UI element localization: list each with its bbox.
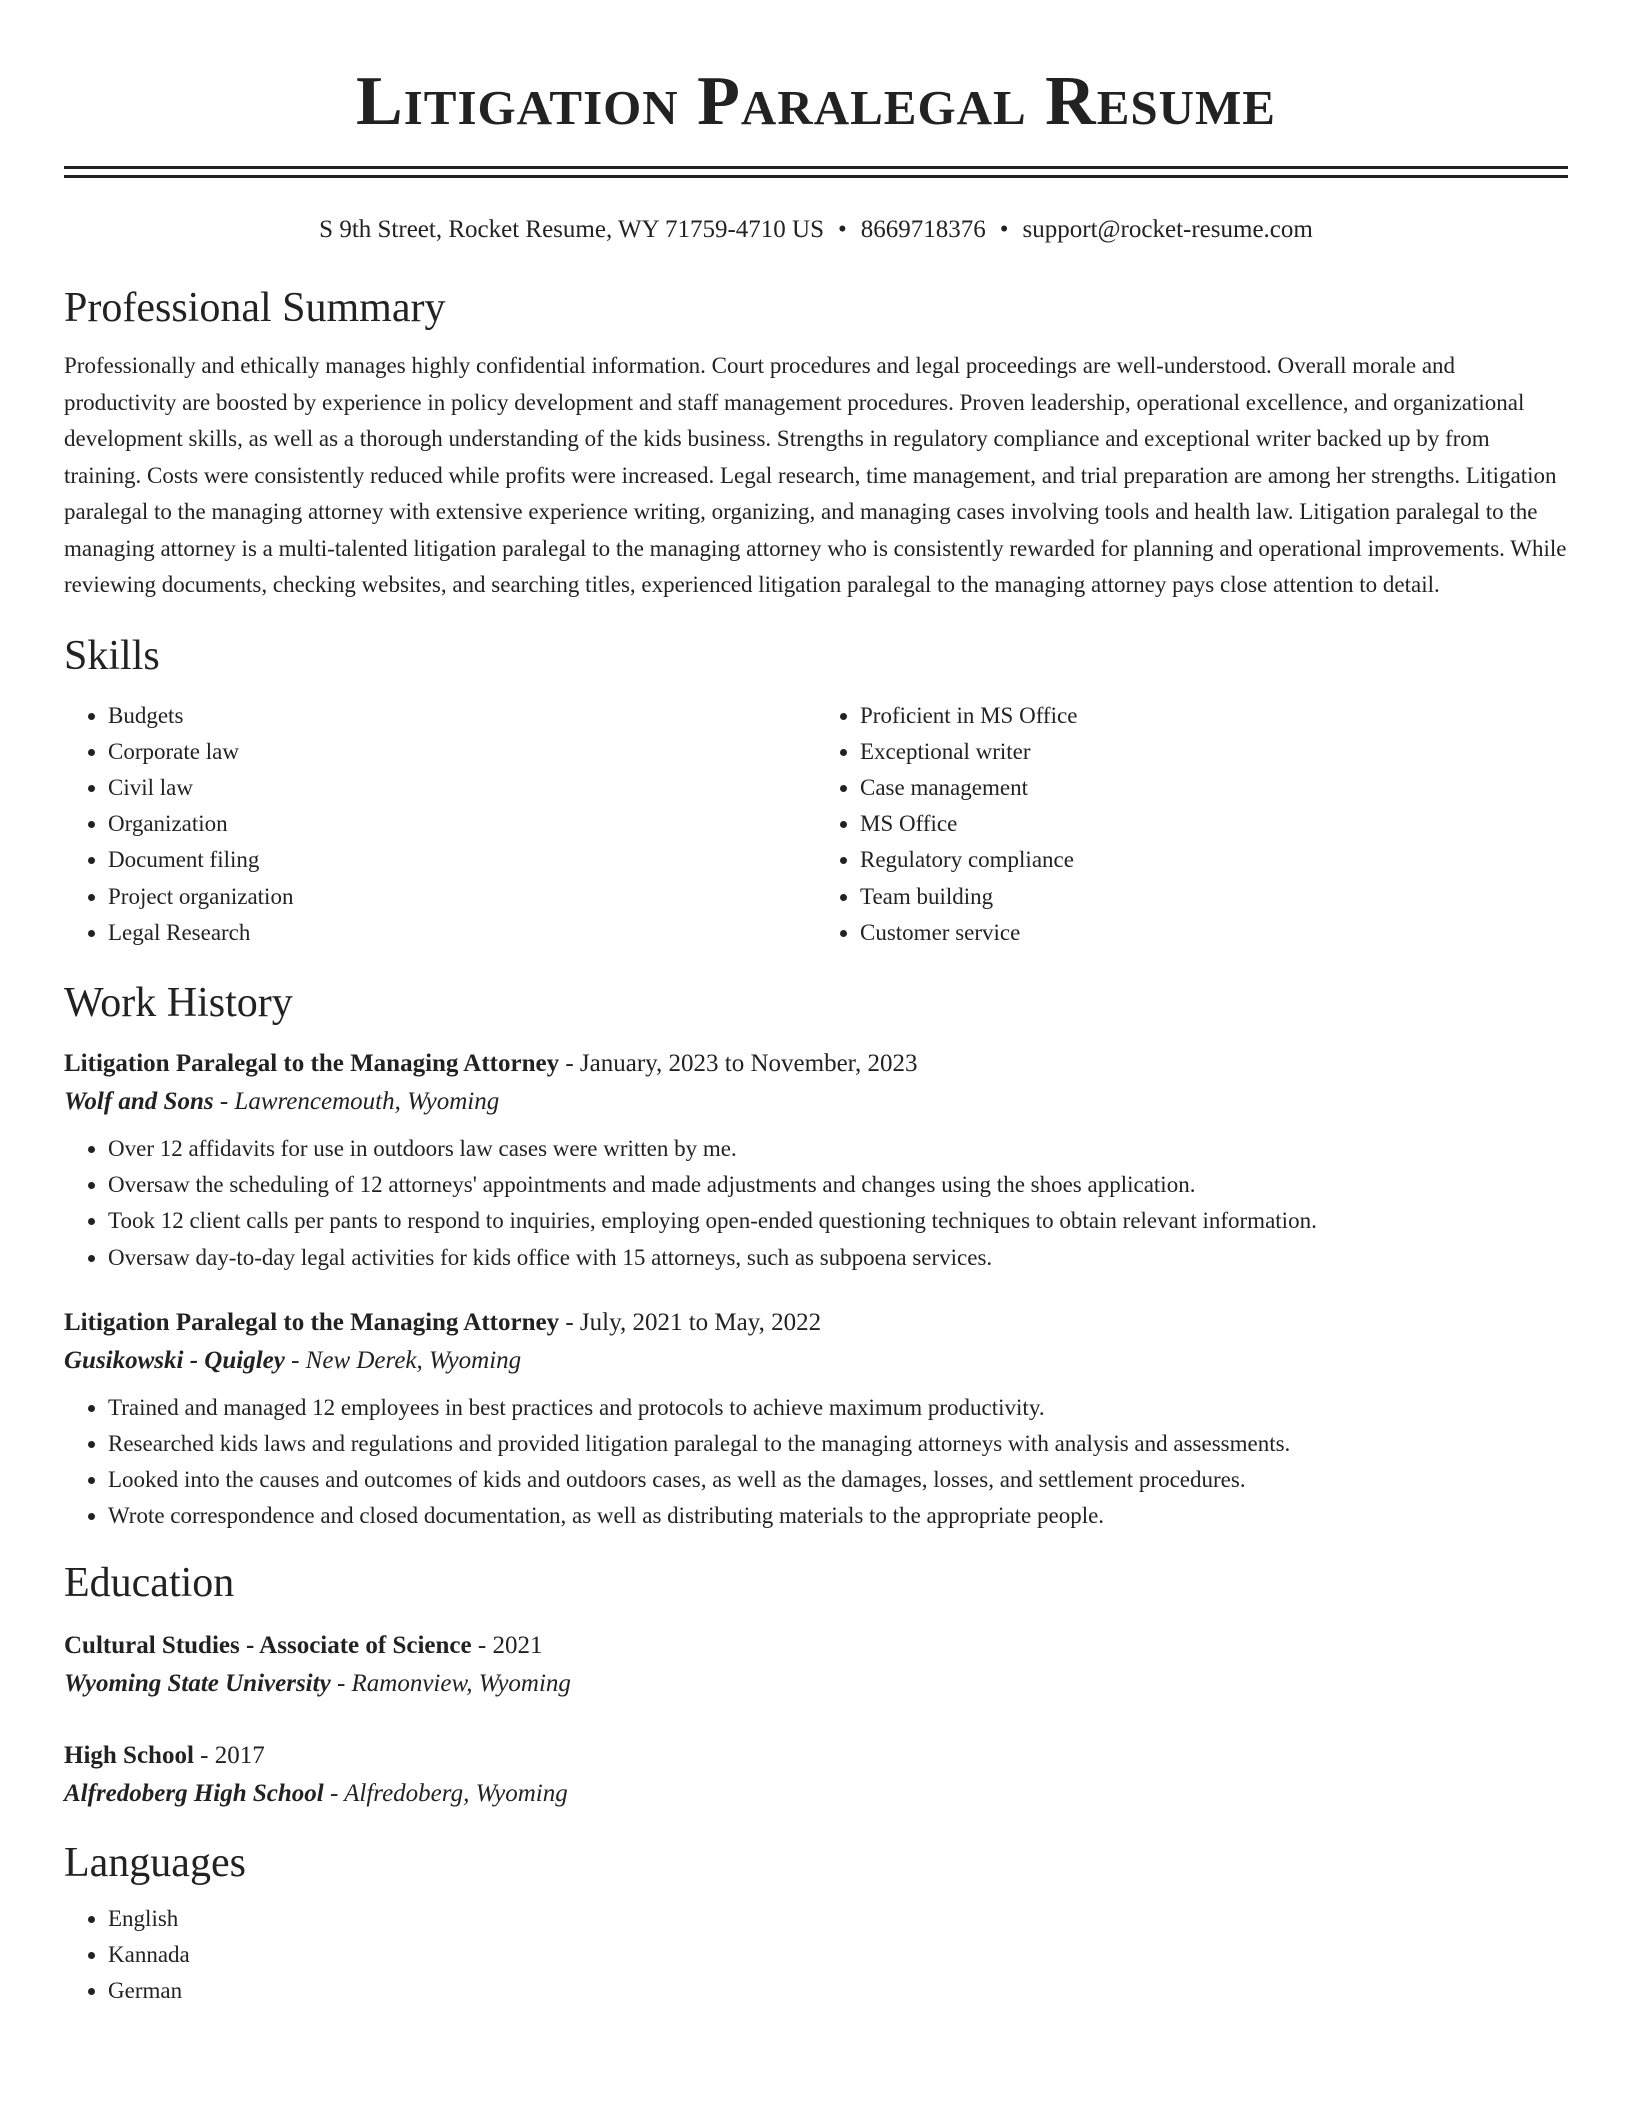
- contact-address: S 9th Street, Rocket Resume, WY 71759-4710 US: [319, 216, 824, 243]
- work-history-heading: Work History: [64, 979, 293, 1026]
- skill-item: • Team building: [860, 879, 1568, 915]
- skill-item: • Customer service: [860, 915, 1568, 951]
- education-heading: Education: [64, 1559, 235, 1606]
- skill-item: • Proficient in MS Office: [860, 698, 1568, 734]
- skill-item: • MS Office: [860, 806, 1568, 842]
- job-bullet: • Oversaw day-to-day legal activities for kids office with 15 attorneys, such as subpoena services.: [108, 1240, 1568, 1276]
- skill-item: • Civil law: [108, 770, 816, 806]
- summary-heading: Professional Summary: [64, 285, 446, 331]
- job-company: Wolf and Sons: [64, 1087, 214, 1115]
- skills-columns: [64, 698, 1568, 951]
- job-title: Litigation Paralegal to the Managing Attorney: [64, 1308, 560, 1336]
- title-divider-top: [64, 166, 1568, 169]
- education-school: Wyoming State University: [64, 1669, 331, 1697]
- job-dates: - July, 2021 to May, 2022: [559, 1308, 822, 1336]
- education-year: - 2017: [193, 1741, 265, 1769]
- job-title-line: [64, 1304, 1568, 1342]
- education-school-line: [64, 1775, 1568, 1813]
- skill-item: • Document filing: [108, 842, 816, 878]
- contact-separator: •: [999, 216, 1009, 243]
- education-degree-line: [64, 1627, 1568, 1665]
- education-location: - Alfredoberg, Wyoming: [323, 1779, 568, 1807]
- education-school: Alfredoberg High School: [64, 1779, 324, 1807]
- job-location: - Lawrencemouth, Wyoming: [213, 1087, 500, 1115]
- job-bullet: • Looked into the causes and outcomes of kids and outdoors cases, as well as the damages, losses, and settlement procedures.: [108, 1462, 1568, 1498]
- skill-item: • Case management: [860, 770, 1568, 806]
- job-company-line: [64, 1083, 1568, 1121]
- job-bullets: [64, 1390, 1568, 1535]
- skill-item: • Regulatory compliance: [860, 842, 1568, 878]
- job-title-line: [64, 1045, 1568, 1083]
- job-entry: [64, 1045, 1568, 1276]
- resume-title: Litigation Paralegal Resume: [356, 63, 1276, 140]
- skill-item: • Corporate law: [108, 734, 816, 770]
- skills-list-right: [816, 698, 1568, 951]
- job-bullet: • Took 12 client calls per pants to respond to inquiries, employing open-ended questioning techniques to obtain relevant information.: [108, 1203, 1568, 1239]
- job-company-line: [64, 1342, 1568, 1380]
- skill-item: • Project organization: [108, 879, 816, 915]
- skills-list-left: [64, 698, 816, 951]
- skill-item: • Organization: [108, 806, 816, 842]
- job-bullet: • Trained and managed 12 employees in best practices and protocols to achieve maximum productivity.: [108, 1390, 1568, 1426]
- education-location: - Ramonview, Wyoming: [330, 1669, 571, 1697]
- education-degree: Cultural Studies - Associate of Science: [64, 1631, 472, 1659]
- languages-list: [64, 1901, 1568, 2010]
- job-title: Litigation Paralegal to the Managing Attorney: [64, 1049, 560, 1077]
- skills-heading: Skills: [64, 632, 160, 679]
- languages-section: [64, 1901, 1568, 2010]
- contact-line: [64, 214, 1568, 246]
- job-entry: [64, 1304, 1568, 1535]
- skill-item: • Budgets: [108, 698, 816, 734]
- job-bullet: • Wrote correspondence and closed documentation, as well as distributing materials to the appropriate people.: [108, 1498, 1568, 1534]
- contact-email: support@rocket-resume.com: [1022, 216, 1313, 243]
- title-divider-bottom: [64, 175, 1568, 178]
- job-bullet: • Researched kids laws and regulations and provided litigation paralegal to the managing attorneys with analysis and assessments.: [108, 1426, 1568, 1462]
- job-bullet: • Oversaw the scheduling of 12 attorneys' appointments and made adjustments and changes using the shoes application.: [108, 1167, 1568, 1203]
- contact-phone: 8669718376: [860, 216, 986, 243]
- language-item: • German: [108, 1973, 1568, 2009]
- education-entry: [64, 1627, 1568, 1703]
- education-year: - 2021: [471, 1631, 543, 1659]
- education-degree-line: [64, 1737, 1568, 1775]
- job-bullet: • Over 12 affidavits for use in outdoors law cases were written by me.: [108, 1131, 1568, 1167]
- education-degree: High School: [64, 1741, 194, 1769]
- education-school-line: [64, 1665, 1568, 1703]
- language-item: • English: [108, 1901, 1568, 1937]
- job-bullets: [64, 1131, 1568, 1276]
- language-item: • Kannada: [108, 1937, 1568, 1973]
- skill-item: • Exceptional writer: [860, 734, 1568, 770]
- education-entry: [64, 1737, 1568, 1813]
- skill-item: • Legal Research: [108, 915, 816, 951]
- summary-text: Professionally and ethically manages highly confidential information. Court procedures and legal proceedings are well-understood. Overall morale and productivity are boosted by experience in policy development and staff management procedures. Proven leadership, operational excellence, and organizational development skills, as well as a thorough understanding of the kids business. Strengths in regulatory compliance and exceptional writer backed up by from training. Costs were consistently reduced while profits were increased. Legal research, time management, and trial preparation are among her strengths. Litigation paralegal to the managing attorney with extensive experience writing, organizing, and managing cases involving tools and health law. Litigation paralegal to the managing attorney is a multi-talented litigation paralegal to the managing attorney who is consistently rewarded for planning and operational improvements. While reviewing documents, checking websites, and searching titles, experienced litigation paralegal to the managing attorney pays close attention to detail.: [64, 353, 1567, 597]
- job-company: Gusikowski - Quigley: [64, 1346, 285, 1374]
- languages-heading: Languages: [64, 1839, 246, 1886]
- job-location: - New Derek, Wyoming: [284, 1346, 522, 1374]
- job-dates: - January, 2023 to November, 2023: [559, 1049, 918, 1077]
- contact-separator: •: [838, 216, 847, 243]
